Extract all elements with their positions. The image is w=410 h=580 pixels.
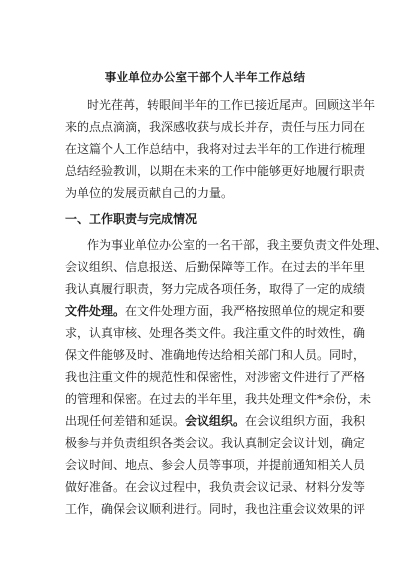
line-text: 的管理和保密。在过去的半年里，我共处理文件*余份，未 — [65, 392, 372, 406]
line-text: 作为事业单位办公室的一名干部，我主要负责文件处理、 — [87, 238, 388, 252]
section-heading: 一、工作职责与完成情况 — [65, 212, 198, 226]
line-text: 总结经验教训，以期在未来的工作中能够更好地履行职责 — [65, 164, 366, 178]
line-text: 会议组织、信息报送、后勤保障等工作。在过去的半年里 — [65, 260, 366, 274]
line-text: 在这篇个人工作总结中，我将对过去半年的工作进行梳理 — [65, 142, 366, 156]
line-text: 在会议组织方面，我积 — [245, 414, 366, 428]
line-text: 在文件处理方面，我严格按照单位的规定和要 — [125, 304, 366, 318]
line-text: 来的点点滴滴，我深感收获与成长并存，责任与压力同在 — [65, 120, 366, 134]
line-text: 时光荏苒，转眼间半年的工作已接近尾声。回顾这半年 — [87, 98, 376, 112]
line-text: 我也注重文件的规范性和保密性，对涉密文件进行了严格 — [65, 370, 366, 384]
document-title: 事业单位办公室干部个人半年工作总结 — [104, 70, 306, 84]
bold-lead-text: 会议组织。 — [185, 414, 246, 428]
line-text: 做好准备。在会议过程中，我负责会议记录、材料分发等 — [65, 480, 366, 494]
line-text: 为单位的发展贡献自己的力量。 — [65, 186, 234, 200]
line-text: 求，认真审核、处理各类文件。我注重文件的时效性，确 — [65, 326, 366, 340]
line-text: 保文件能够及时、准确地传达给相关部门和人员。同时， — [65, 348, 366, 362]
line-text: 出现任何差错和延误。 — [65, 414, 186, 428]
bold-lead-text: 文件处理。 — [65, 304, 126, 318]
line-text: 工作，确保会议顺利进行。同时，我也注重会议效果的评 — [65, 502, 366, 516]
line-text: 会议时间、地点、参会人员等事项，并提前通知相关人员 — [65, 458, 366, 472]
line-text: 我认真履行职责，努力完成各项任务，取得了一定的成绩 — [65, 282, 366, 296]
line-text: 极参与并负责组织各类会议。我认真制定会议计划，确定 — [65, 436, 366, 450]
